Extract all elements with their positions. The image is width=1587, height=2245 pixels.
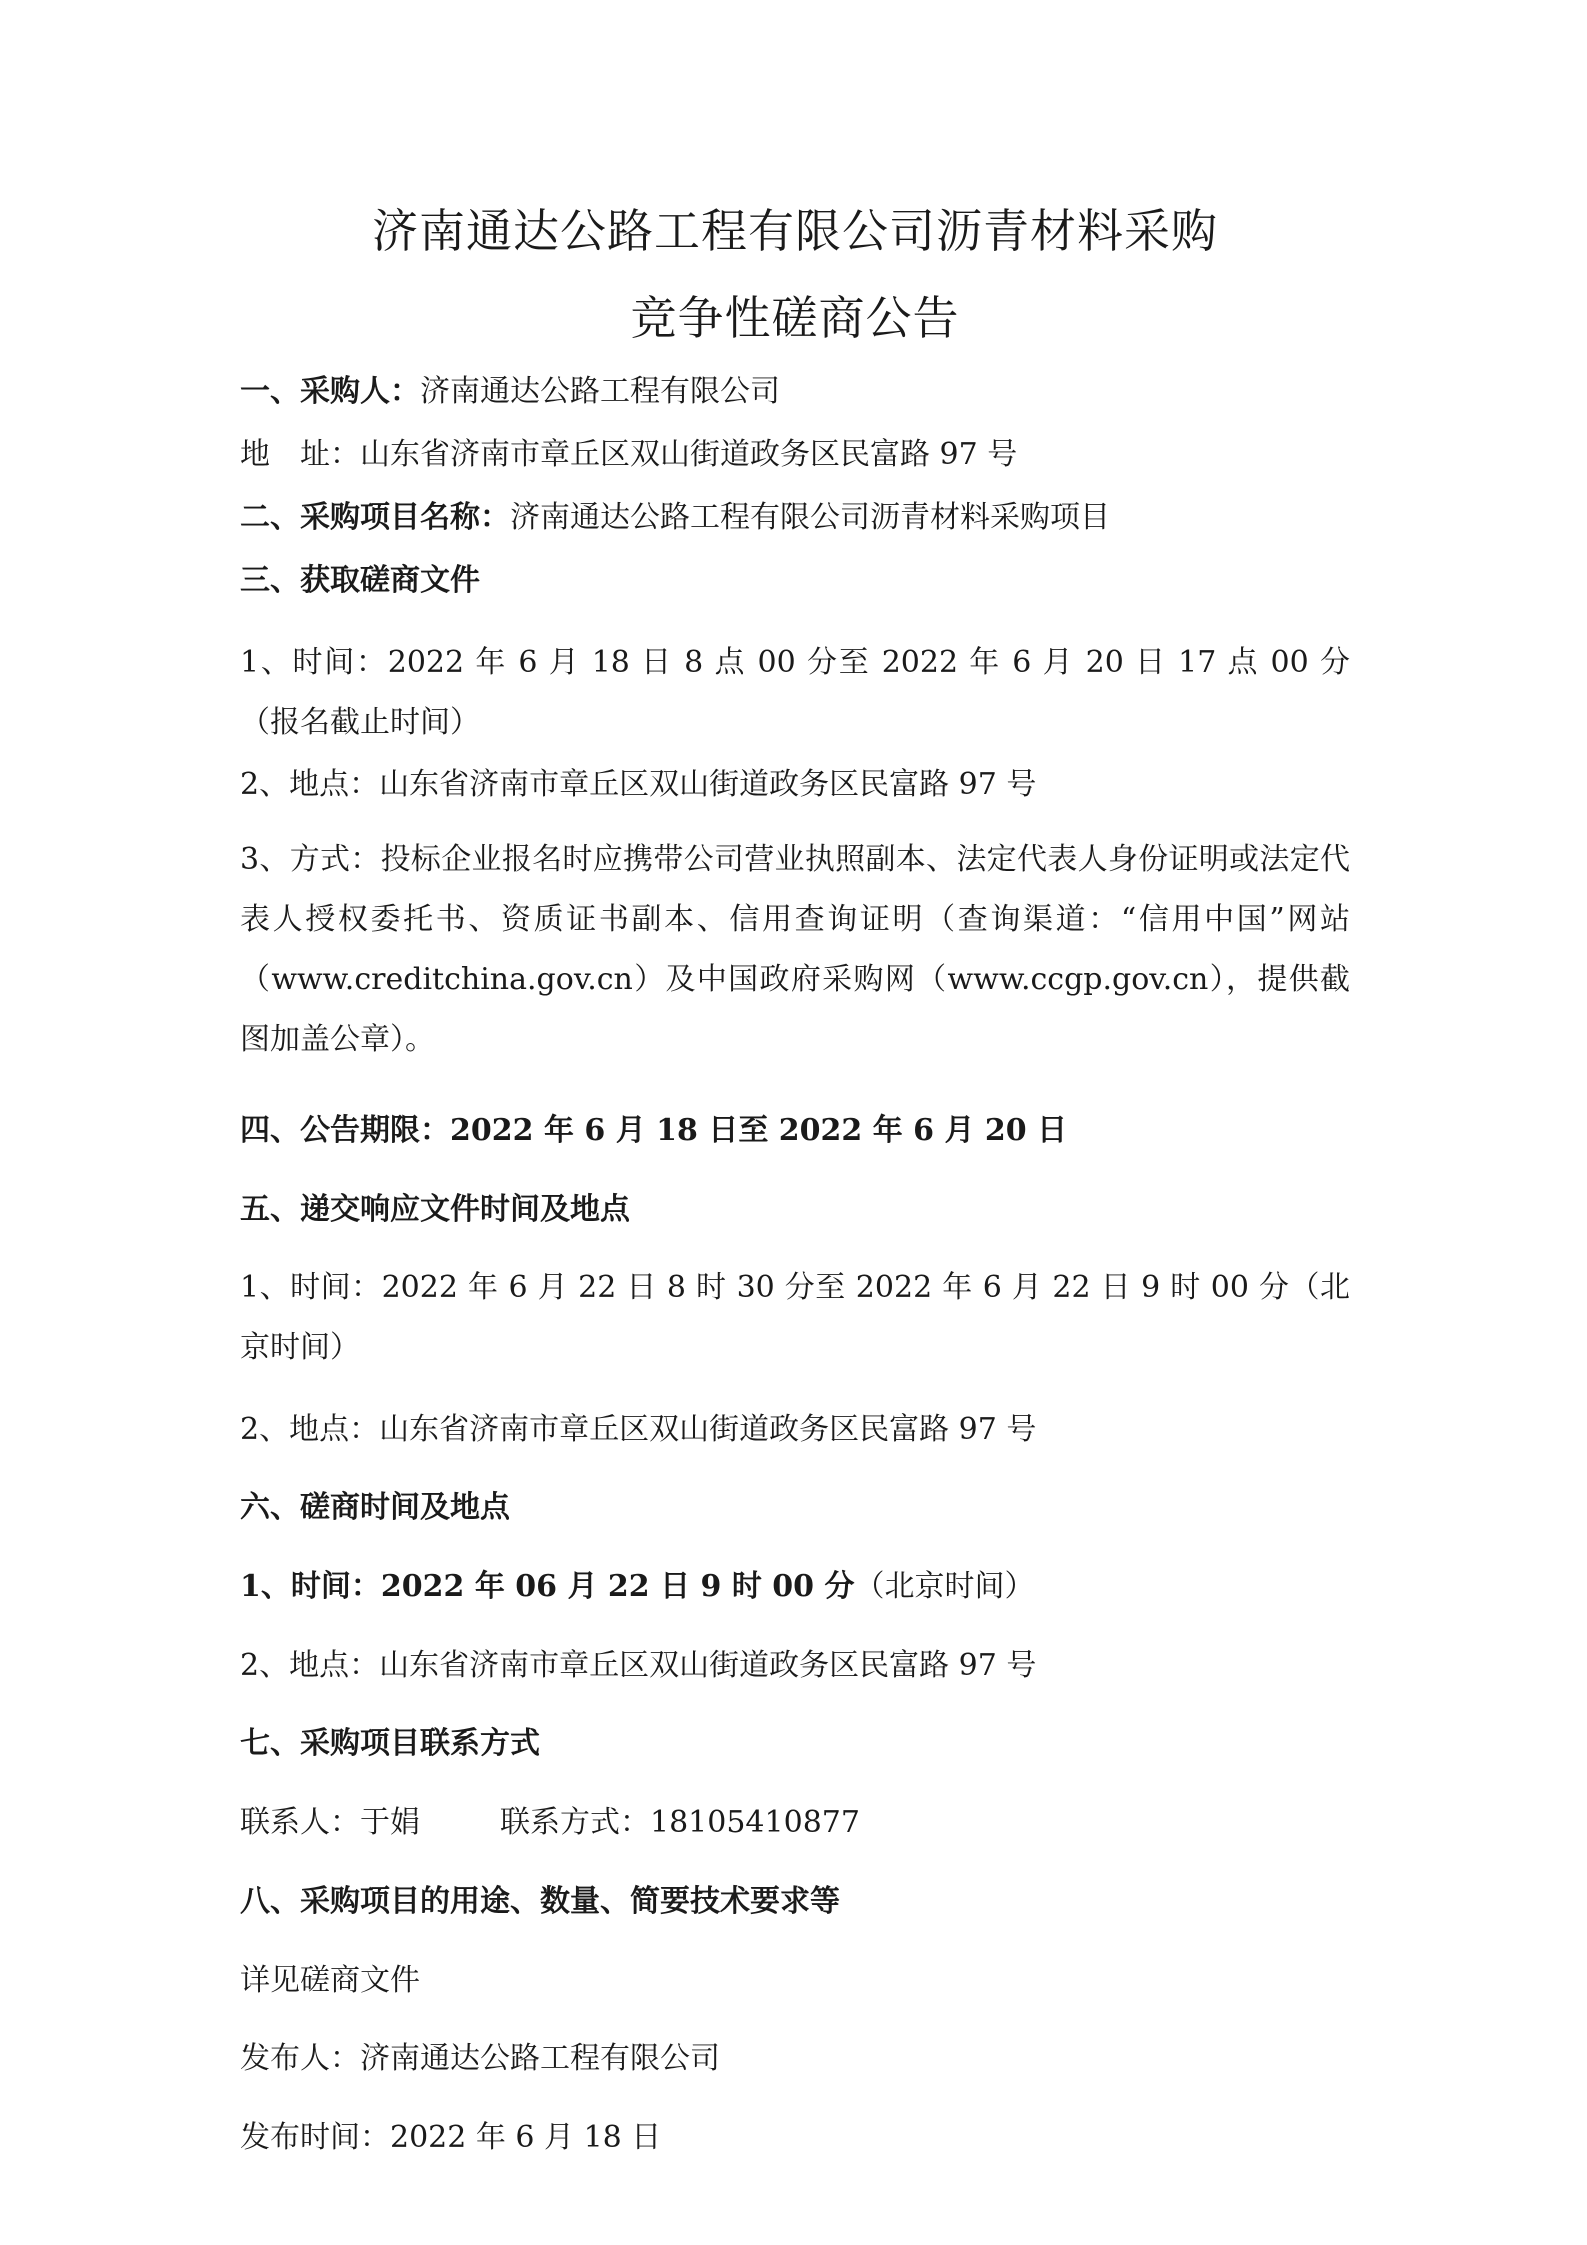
publisher-line: 发布人：济南通达公路工程有限公司 — [240, 2041, 720, 2076]
document-title-line2: 竞争性磋商公告 — [630, 291, 960, 345]
section-3-heading: 三、获取磋商文件 — [240, 563, 480, 598]
section-7-heading: 七、采购项目联系方式 — [240, 1726, 540, 1761]
section-5-heading: 五、递交响应文件时间及地点 — [240, 1192, 630, 1227]
section-6-item-1 — [240, 1569, 1035, 1604]
contact-person: 联系人：于娟 — [240, 1805, 420, 1840]
project-name-row — [240, 500, 1110, 535]
address-value: 山东省济南市章丘区双山街道政务区民富路 97 号 — [360, 437, 1018, 472]
purchaser-value: 济南通达公路工程有限公司 — [420, 374, 780, 409]
purchaser-label: 一、采购人： — [240, 374, 420, 409]
address-row — [240, 437, 1018, 472]
section-3-item-1: 1、时间：2022 年 6 月 18 日 8 点 00 分至 2022 年 6 月 20 日 17 点 00 分（报名截止时间） — [240, 645, 1350, 740]
negotiation-time-note: （北京时间） — [854, 1569, 1035, 1604]
section-5-item-2: 2、地点：山东省济南市章丘区双山街道政务区民富路 97 号 — [240, 1412, 1037, 1447]
section-6-heading: 六、磋商时间及地点 — [240, 1490, 510, 1525]
negotiation-time-value: 1、时间：2022 年 06 月 22 日 9 时 00 分 — [240, 1569, 855, 1604]
contact-phone: 联系方式：18105410877 — [500, 1805, 860, 1840]
section-3-item-3: 3、方式：投标企业报名时应携带公司营业执照副本、法定代表人身份证明或法定代表人授权委托书、资质证书副本、信用查询证明（查询渠道：“信用中国”网站（www.creditchina.gov.cn）及中国政府采购网（www.ccgp.gov.cn），提供截图加盖公章）。 — [240, 842, 1350, 1057]
section-6-item-2: 2、地点：山东省济南市章丘区双山街道政务区民富路 97 号 — [240, 1648, 1037, 1683]
section-5-item-1: 1、时间：2022 年 6 月 22 日 8 时 30 分至 2022 年 6 月 22 日 9 时 00 分（北京时间） — [240, 1270, 1350, 1365]
contact-row — [240, 1805, 860, 1840]
project-name-value: 济南通达公路工程有限公司沥青材料采购项目 — [510, 500, 1110, 535]
address-label: 地 址： — [240, 437, 360, 472]
section-4-heading: 四、公告期限：2022 年 6 月 18 日至 2022 年 6 月 20 日 — [240, 1113, 1068, 1148]
section-8-body: 详见磋商文件 — [240, 1963, 420, 1998]
purchaser-row — [240, 374, 780, 409]
document-title-line1: 济南通达公路工程有限公司沥青材料采购 — [372, 204, 1218, 258]
publish-time-line: 发布时间：2022 年 6 月 18 日 — [240, 2120, 662, 2155]
section-8-heading: 八、采购项目的用途、数量、简要技术要求等 — [240, 1884, 840, 1919]
project-name-label: 二、采购项目名称： — [240, 500, 510, 535]
section-3-item-2: 2、地点：山东省济南市章丘区双山街道政务区民富路 97 号 — [240, 767, 1037, 802]
